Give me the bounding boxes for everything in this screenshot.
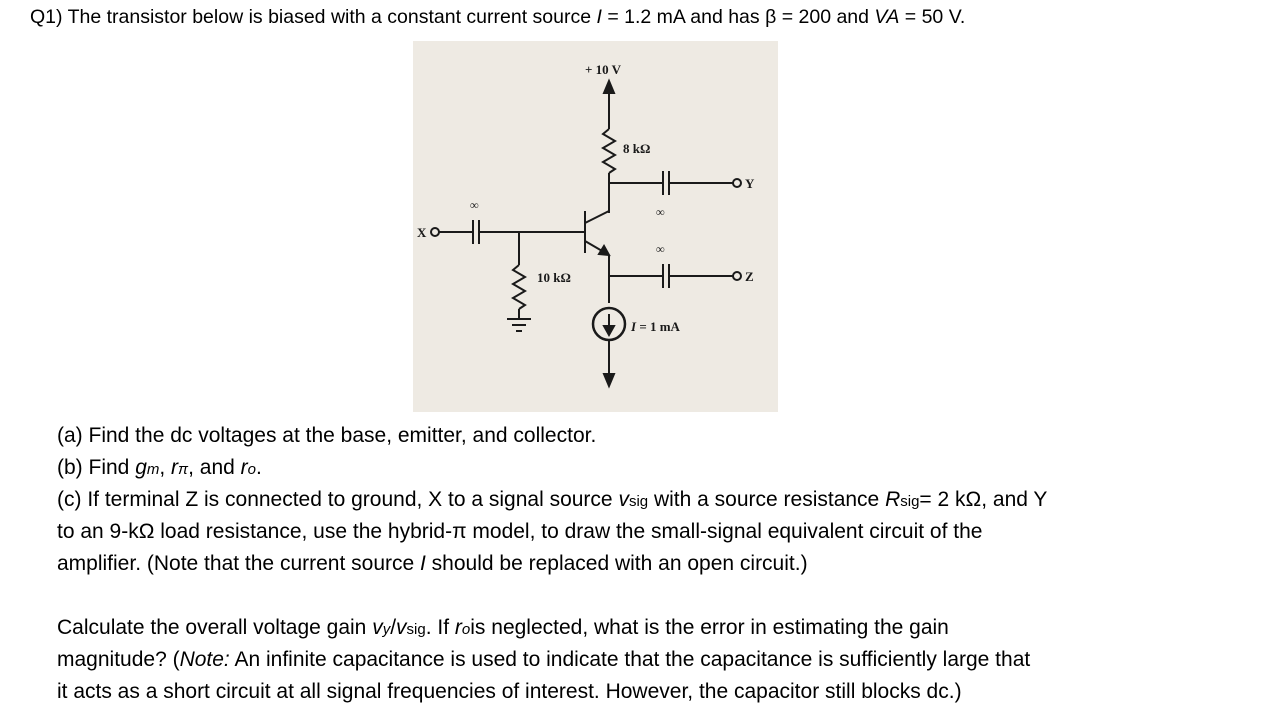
part-c-line-3: amplifier. (Note that the current source I should be replaced with an open circuit.)	[57, 552, 808, 575]
circuit-diagram	[413, 41, 778, 412]
part-c-line-1: (c) If terminal Z is connected to ground, X to a signal source vsig with a source resistance Rsig= 2 kΩ, and Y	[57, 488, 1048, 511]
terminal-z-label: Z	[745, 269, 754, 284]
collector-resistor	[603, 129, 615, 173]
terminal-y-label: Y	[745, 176, 755, 191]
terminal-x-label: X	[417, 225, 427, 240]
current-source-label: I = 1 mA	[631, 319, 680, 334]
supply-arrow-icon	[604, 81, 614, 93]
cap-z-infinity: ∞	[656, 242, 665, 256]
emitter-arrow-icon	[599, 246, 609, 255]
part-a: (a) Find the dc voltages at the base, emitter, and collector.	[57, 424, 597, 447]
transistor-collector-lead	[585, 211, 609, 223]
terminal-x-node	[431, 228, 439, 236]
negative-supply-arrow-icon	[604, 374, 614, 386]
rc-label: 8 kΩ	[623, 141, 651, 156]
supply-label: + 10 V	[585, 62, 622, 77]
part-b: (b) Find gm, rπ, and ro.	[57, 456, 262, 479]
gain-line-1: Calculate the overall voltage gain vy/vsig. If rois neglected, what is the error in estimating the gain	[57, 616, 949, 639]
terminal-z-node	[733, 272, 741, 280]
cap-x-infinity: ∞	[470, 198, 479, 212]
terminal-y-node	[733, 179, 741, 187]
cap-y-infinity: ∞	[656, 205, 665, 219]
current-arrow-icon	[604, 326, 614, 335]
gain-line-2: magnitude? (Note: An infinite capacitance is used to indicate that the capacitance is sufficiently large that	[57, 648, 1031, 671]
rb-label: 10 kΩ	[537, 270, 571, 285]
question-title: Q1) The transistor below is biased with a constant current source I = 1.2 mA and has β = 200 and VA = 50 V.	[30, 6, 966, 28]
part-c-line-2: to an 9-kΩ load resistance, use the hybrid-π model, to draw the small-signal equivalent circuit of the	[57, 520, 983, 543]
base-resistor	[513, 265, 525, 309]
gain-line-3: it acts as a short circuit at all signal frequencies of interest. However, the capacitor still blocks dc.)	[57, 680, 962, 703]
circuit-schematic	[413, 41, 778, 412]
